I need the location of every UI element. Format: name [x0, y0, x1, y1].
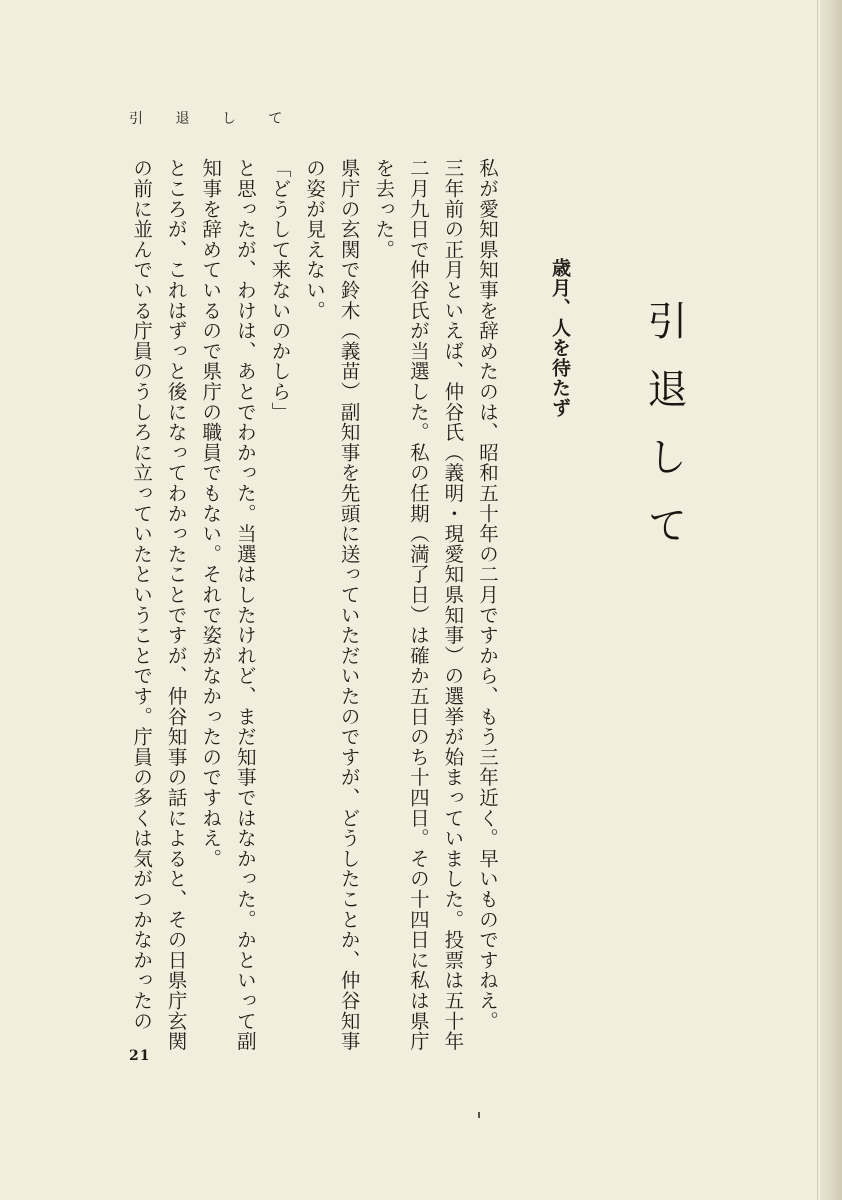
chapter-title: 引退して: [641, 300, 687, 572]
section-heading: 歳月、人を待たず: [549, 258, 571, 418]
paragraph: 県庁の玄関で鈴木（義苗）副知事を先頭に送っていただいたのですが、どうしたことか、仲谷知事の姿が見えない。: [303, 158, 361, 1052]
body-text: [123, 158, 504, 1058]
paragraph: 「どうして来ないのかしら」: [268, 158, 292, 422]
running-header: 引 退 し て: [129, 111, 297, 127]
paragraph: と思ったが、わけは、あとでわかった。当選はしたけれど、まだ知事ではなかった。かといって副知事を辞めているので県庁の職員でもない。それで姿がなかったのですねえ。: [199, 158, 257, 1052]
paragraph: 私が愛知県知事を辞めたのは、昭和五十年の二月ですから、もう三年近く。早いものですねえ。: [476, 158, 499, 1031]
paragraph: 三年前の正月といえば、仲谷氏（義明・現愛知県知事）の選挙が始まっていました。投票は五十年二月九日で仲谷氏が当選した。私の任期（満了日）は確か五日のち十四日。その十四日に私は県庁を去った。: [372, 158, 465, 1052]
ink-speck: [478, 1112, 480, 1118]
page-edge: [820, 0, 842, 1200]
page-edge-line: [817, 0, 818, 1200]
paragraph: ところが、これはずっと後になってわかったことですが、仲谷知事の話によると、その日県庁玄関の前に並んでいる庁員のうしろに立っていたということです。庁員の多くは気がつかなかったの: [130, 158, 188, 1052]
page-number: 21: [129, 1048, 151, 1064]
